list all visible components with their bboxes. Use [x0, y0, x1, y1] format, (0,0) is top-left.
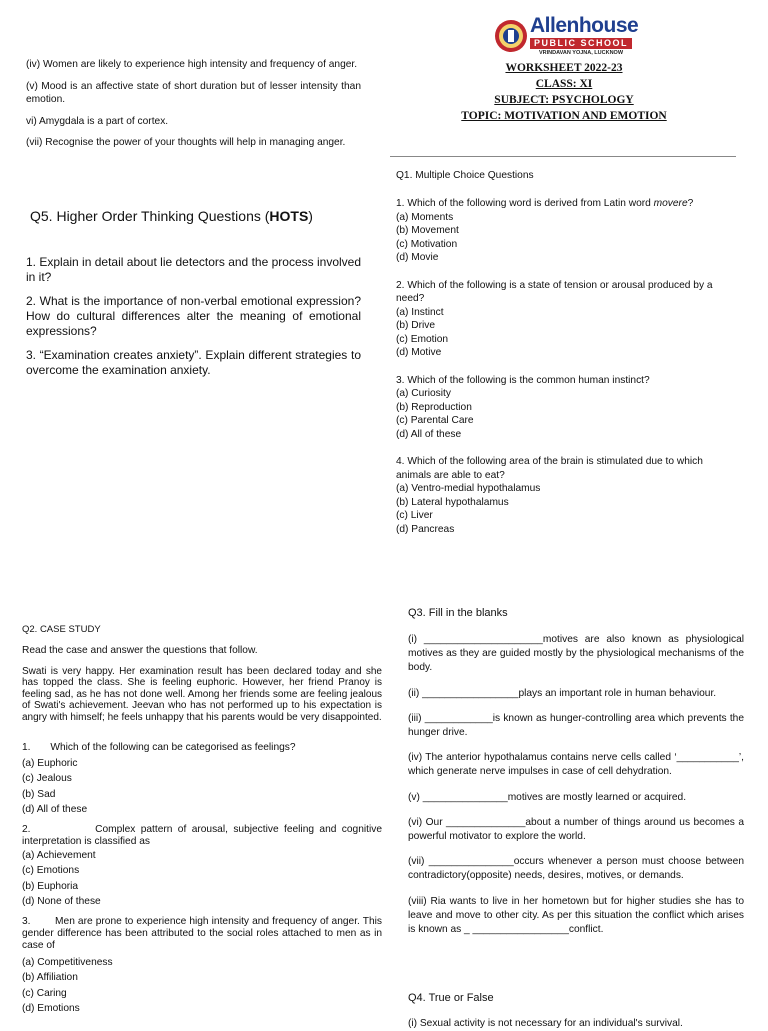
case-option: (b) Affiliation: [22, 972, 78, 983]
mcq-question: 4. Which of the following area of the brain is stimulated due to which animals are able to eat? (a) Ventro-medial hypothalamus (b) Lateral hypothalamus (c) Liver (d) Pancreas: [396, 455, 736, 536]
mcq-option: (a) Ventro-medial hypothalamus: [396, 483, 541, 494]
q3-items: [408, 633, 744, 937]
q5-title: Q5. Higher Order Thinking Questions (HOTS): [30, 208, 313, 224]
worksheet-header: [440, 60, 688, 124]
mcq-option: (d) All of these: [396, 428, 462, 440]
crest-icon: [494, 16, 528, 56]
case-question: 2. Complex pattern of arousal, subjective feeling and cognitive interpretation is classified as (a) Achievement (c) Emotions (b) Euphoria (d) None of these: [22, 824, 382, 910]
q2-instruction: Read the case and answer the questions that follow.: [22, 645, 258, 656]
blank-item: (vi) Our ______________about a number of things around us becomes a powerful motivator to explore the world.: [408, 816, 744, 843]
case-question: 3. Men are prone to experience high intensity and frequency of anger. This gender difference has been attributed to the social roles attached to men as in case of (a) Competitiveness (b) Affiliation (c) Caring (d) Emotions: [22, 916, 382, 1017]
case-option: (d) All of these: [22, 804, 88, 815]
school-subtitle: PUBLIC SCHOOL: [530, 38, 632, 49]
case-option: (c) Caring: [22, 987, 67, 999]
class-label: CLASS: XI: [535, 78, 593, 90]
header-divider: [390, 156, 736, 157]
case-question: 1. Which of the following can be categorised as feelings? (a) Euphoric (c) Jealous (b) Sad (d) All of these: [22, 740, 382, 818]
mcq-option: (b) Drive: [396, 320, 436, 331]
mcq-option: (d) Movie: [396, 252, 439, 263]
school-name: Allenhouse: [530, 14, 639, 37]
subject-label: SUBJECT: PSYCHOLOGY: [494, 94, 634, 106]
q4-first-item: (i) Sexual activity is not necessary for an individual's survival.: [408, 1018, 683, 1029]
blank-item: (vii) _______________occurs whenever a person must choose between contradictory(opposite) needs, desires, motives, or demands.: [408, 856, 744, 882]
case-option: (d) None of these: [22, 896, 101, 907]
mcq-option: (a) Curiosity: [396, 388, 451, 399]
mcq-question: 2. Which of the following is a state of tension or arousal produced by a need? (a) Instinct (b) Drive (c) Emotion (d) Motive: [396, 279, 736, 360]
q3-title: Q3. Fill in the blanks: [408, 607, 508, 619]
q2-title: Q2. CASE STUDY: [22, 624, 101, 635]
mcq-option: (c) Emotion: [396, 333, 449, 345]
mcq-option: (d) Pancreas: [396, 523, 455, 535]
school-address: VRINDAVAN YOJNA, LUCKNOW: [538, 50, 624, 56]
hots-question: 2. What is the importance of non-verbal emotional expression? How do cultural differences alter the meaning of emotional expressions?: [26, 294, 361, 338]
blank-item: (i) _____________________motives are also known as physiological motives as they are guided mostly by the physiological mechanisms of the body.: [408, 634, 744, 674]
tf-item: (iv) Women are likely to experience high intensity and frequency of anger.: [26, 59, 358, 70]
q4-title: Q4. True or False: [408, 992, 494, 1004]
school-logo: [494, 14, 639, 58]
tf-item: (vii) Recognise the power of your thoughts will help in managing anger.: [26, 137, 346, 148]
tf-item: (v) Mood is an affective state of short duration but of lesser intensity than emotion.: [26, 80, 361, 105]
mcq-option: (b) Movement: [396, 225, 459, 236]
true-false-continued: [26, 58, 361, 150]
worksheet-year: WORKSHEET 2022-23: [505, 62, 623, 74]
mcq-option: (a) Instinct: [396, 306, 444, 318]
case-option: (a) Euphoric: [22, 757, 78, 769]
q1-title: Q1. Multiple Choice Questions: [396, 170, 534, 181]
q1-questions: [396, 197, 736, 536]
tf-item: vi) Amygdala is a part of cortex.: [26, 115, 169, 127]
case-option: (c) Jealous: [22, 773, 72, 784]
q2-passage: Swati is very happy. Her examination result has been declared today and she has topped the class. She is feeling euphoric. However, her friend Pranoy is feeling sad, as he has not done well. Among her friends some are feeling jealous of Swati's achievement. Jeevan who has not performed up to his expectation is angry with himself; he feels unhappy that his parents would be very disappointed.: [22, 666, 382, 723]
case-option: (b) Euphoria: [22, 880, 79, 892]
mcq-question: 3. Which of the following is the common human instinct? (a) Curiosity (b) Reproduction (c) Parental Care (d) All of these: [396, 374, 736, 442]
mcq-option: (c) Parental Care: [396, 415, 474, 426]
case-option: (a) Achievement: [22, 849, 96, 861]
blank-item: (iii) ____________is known as hunger-controlling area which prevents the hunger drive.: [408, 712, 744, 739]
mcq-question: 1. Which of the following word is derived from Latin word movere? (a) Moments (b) Movement (c) Motivation (d) Movie: [396, 197, 736, 265]
blank-item: (ii) _________________plays an important role in human behaviour.: [408, 687, 717, 699]
mcq-option: (b) Reproduction: [396, 401, 472, 413]
mcq-option: (d) Motive: [396, 347, 442, 358]
blank-item: (iv) The anterior hypothalamus contains nerve cells called ‘___________’, which generate nerve impulses in case of cell dehydration.: [408, 752, 744, 778]
case-option: (d) Emotions: [22, 1003, 80, 1014]
mcq-option: (b) Lateral hypothalamus: [396, 496, 509, 508]
topic-label: TOPIC: MOTIVATION AND EMOTION: [461, 110, 667, 122]
q5-questions: [26, 255, 361, 378]
mcq-option: (c) Motivation: [396, 238, 458, 250]
blank-item: (viii) Ria wants to live in her hometown but for higher studies she has to leave and move to other city. As per this situation the conflict which arises is known as _ _________________conflict.: [408, 895, 744, 936]
blank-item: (v) _______________motives are mostly learned or acquired.: [408, 791, 687, 803]
mcq-option: (a) Moments: [396, 211, 454, 223]
q2-questions: [22, 740, 382, 1017]
case-option: (b) Sad: [22, 788, 56, 800]
hots-question: 1. Explain in detail about lie detectors and the process involved in it?: [26, 255, 361, 284]
hots-question: 3. “Examination creates anxiety”. Explain different strategies to overcome the examination anxiety.: [26, 348, 361, 377]
case-option: (c) Emotions: [22, 865, 80, 876]
case-option: (a) Competitiveness: [22, 956, 113, 968]
mcq-option: (c) Liver: [396, 510, 433, 521]
